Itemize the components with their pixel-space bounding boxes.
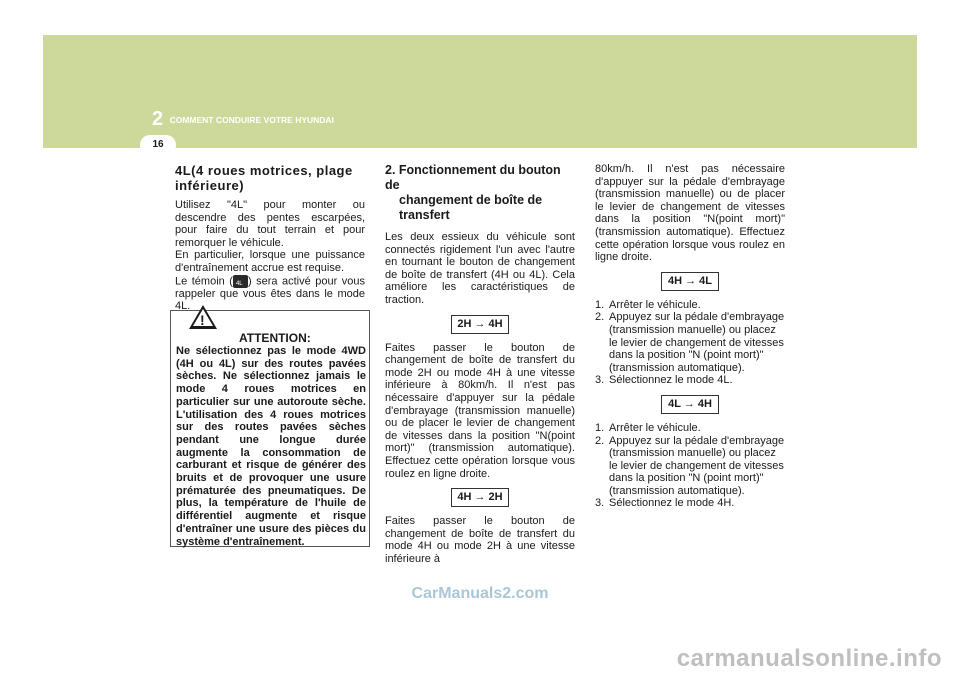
paragraph: Les deux essieux du véhicule sont connectés rigidement l'un avec l'autre en tournant le bouton de changement de boîte de transfert (4H ou 4L). Cela améliore les caractéristiques de traction.: [385, 231, 575, 306]
indicator-text-b: ) sera activé pour vous rappeler que vous êtes dans le mode 4L.: [175, 274, 366, 313]
list-number: 3.: [595, 374, 605, 387]
section-heading-4l: 4L(4 roues motrices, plage inférieure): [175, 163, 353, 193]
watermark-link[interactable]: CarManuals2.com: [411, 585, 549, 602]
chapter-header: [152, 108, 334, 131]
mode-label-4l-4h: 4L → 4H: [661, 395, 719, 414]
heading-line-2: changement de boîte de transfert: [399, 193, 543, 222]
indicator-text-a: Le témoin (: [175, 274, 233, 287]
list-text: Arrêter le véhicule.: [609, 298, 701, 311]
warning-text: Ne sélectionnez pas le mode 4WD (4H ou 4L) sur des routes pavées sèches. Ne sélectionnez jamais le mode 4 roues motrices en particulier sur une autoroute sèche. L'utilisation des 4 roues motrices sur des routes pavées sèches pendant une longue durée augmente la consommation de carburant et risque de générer des bruits et de provoquer une usure prématurée des pneumatiques. De plus, la température de l'huile de différentiel augmente et risque d'entraîner une usure des pièces du système d'entraînement.: [176, 345, 366, 548]
list-number: 3.: [595, 497, 605, 510]
list-item: [595, 497, 785, 510]
list-text: Arrêter le véhicule.: [609, 421, 701, 434]
steps-list-4h: [595, 422, 785, 510]
paragraph: Faites passer le bouton de changement de boîte de transfert du mode 2H ou mode 4H à une vitesse inférieure à 80km/h. Il n'est pas nécessaire d'appuyer sur la pédale d'embrayage (transmission manuelle) ou de placer le levier de changement de vitesses dans la position "N(point mort)" (transmission automatique). Effectuez cette opération lorsque vous roulez en ligne droite.: [385, 341, 575, 480]
paragraph: Faites passer le bouton de changement de boîte de transfert du mode 4H ou mode 2H à une vitesse inférieure à: [385, 515, 575, 565]
mode-label-4h-4l: 4H → 4L: [661, 272, 719, 291]
chapter-title: COMMENT CONDUIRE VOTRE HYUNDAI: [169, 114, 334, 125]
4l-indicator-icon: [233, 275, 248, 288]
list-text: Sélectionnez le mode 4H.: [609, 497, 735, 510]
list-item: [595, 422, 785, 435]
header-band: [43, 35, 917, 148]
paragraph: Utilisez "4L" pour monter ou descendre des pentes escarpées, pour faire du tout terrain et pour remorquer le véhicule.: [175, 199, 365, 249]
list-text: Sélectionnez le mode 4L.: [609, 374, 733, 387]
column-3: [595, 163, 785, 510]
mode-label-2h-4h: 2H → 4H: [451, 315, 509, 334]
section-heading-transfer: [385, 163, 575, 223]
paragraph: En particulier, lorsque une puissance d'entraînement accrue est requise.: [175, 249, 365, 274]
mode-label-4h-2h: 4H → 2H: [451, 488, 509, 507]
page-number: 16: [140, 135, 176, 155]
column-1: [175, 163, 365, 313]
footer-watermark: carmanualsonline.info: [676, 645, 942, 672]
list-number: 1.: [595, 421, 605, 434]
list-number: 2.: [595, 434, 605, 447]
list-item: [595, 435, 785, 498]
list-number: 2.: [595, 311, 605, 324]
list-item: [595, 299, 785, 312]
chapter-number: 2: [152, 108, 164, 130]
paragraph: 80km/h. Il n'est pas nécessaire d'appuyer sur la pédale d'embrayage (transmission manuelle) ou de placer le levier de changement de vitesses dans la position "N(point mort)" (transmission automatique). Effectuez cette opération lorsque vous roulez en ligne droite.: [595, 163, 785, 264]
list-text: Appuyez sur la pédale d'embrayage (transmission manuelle) ou placez le levier de changement de vitesses dans la position "N (point mort)" (transmission automatique).: [609, 434, 785, 497]
heading-line-1: 2. Fonctionnement du bouton de: [385, 163, 561, 192]
steps-list-4l: [595, 299, 785, 387]
exclamation-icon: !: [200, 312, 205, 328]
list-item: [595, 311, 785, 374]
list-item: [595, 374, 785, 387]
warning-title: ATTENTION:: [239, 331, 311, 345]
list-text: Appuyez sur la pédale d'embrayage (transmission manuelle) ou placez le levier de changement de vitesses dans la position "N (point mort)" (transmission automatique).: [609, 311, 785, 374]
column-2: [385, 163, 575, 565]
list-number: 1.: [595, 298, 605, 311]
warning-box: [170, 310, 370, 547]
